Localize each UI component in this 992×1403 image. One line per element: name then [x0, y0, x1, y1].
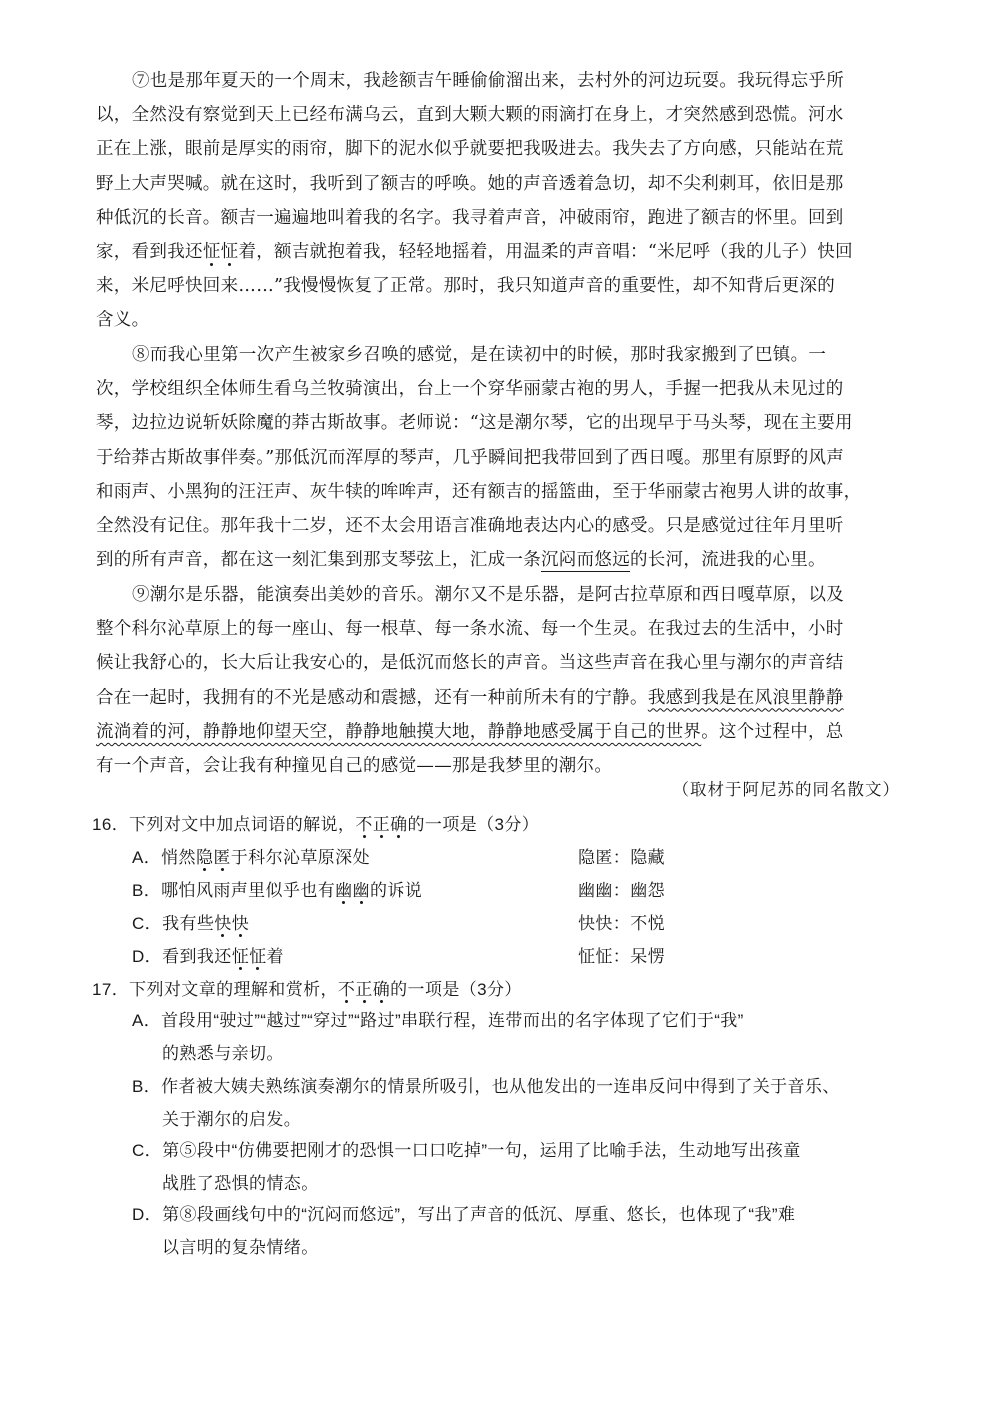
underlined-phrase: 沉闷而悠远 — [541, 550, 630, 571]
option-text: 于科尔沁草原深处 — [230, 848, 370, 867]
p9-line-1: ⑨潮尔是乐器，能演奏出美妙的音乐。潮尔又不是乐器，是阿古拉草原和西日嘎草原，以及 — [132, 585, 844, 605]
p8-line-7a: 到的所有声音，都在这一刻汇集到那支琴弦上，汇成一条 — [96, 550, 541, 571]
p7-line-4: 野上大声哭喊。就在这时，我听到了额吉的呼唤。她的声音透着急切，却不尖利刺耳，依旧是那 — [96, 173, 844, 194]
dotted-word — [335, 881, 370, 900]
q17-option-a[interactable] — [132, 1004, 900, 1070]
p8-line-1: ⑧而我心里第一次产生被家乡召唤的感觉，是在读初中的时候，那时我家搬到了巴镇。一 — [132, 345, 827, 365]
dotted-word-zhengzheng — [203, 242, 239, 262]
q17-c-line-2: 战胜了恐惧的情态。 — [162, 1174, 319, 1193]
p7-line-5: 种低沉的长音。额吉一遍遍地叫着我的名字。我寻着声音，冲破雨帘，跑进了额吉的怀里。回到 — [96, 207, 844, 228]
p7-line-3: 正在上涨，眼前是厚实的雨帘，脚下的泥水似乎就要把我吸进去。我失去了方向感，只能站在荒 — [96, 139, 844, 160]
q16-option-d[interactable] — [132, 942, 284, 967]
wavy-underlined-sentence: 我感到我是在风浪里静静 — [647, 687, 844, 708]
p9-line-5b: 。这个过程中，总 — [701, 721, 844, 742]
dotted-char: 怔 — [220, 242, 239, 263]
dotted-word — [232, 947, 267, 966]
q17-stem-b: 的一项是（3分） — [390, 980, 522, 999]
option-text: 着 — [266, 947, 284, 966]
paragraph-7 — [96, 64, 900, 338]
q17-option-b[interactable] — [132, 1070, 900, 1136]
q17-a-line-1: A．首段用“驶过”“越过”“穿过”“路过”串联行程，连带而出的名字体现了它们于“我” — [132, 1011, 744, 1030]
dotted-char: 匿 — [213, 848, 231, 867]
dotted-word — [214, 914, 249, 933]
p8-line-2: 次，学校组织全体师生看乌兰牧骑演出，台上一个穿华丽蒙古袍的男人，手握一把我从未见过的 — [96, 379, 844, 400]
dotted-char: 确 — [372, 980, 391, 999]
dotted-char: 幽 — [335, 881, 353, 900]
q16-gloss-b: 幽幽：幽怨 — [578, 881, 665, 900]
q16-option-c[interactable] — [132, 909, 249, 934]
p8-line-7b: 的长河，流进我的心里。 — [630, 550, 826, 571]
q17-stem-a: 17．下列对文章的理解和赏析， — [92, 980, 338, 999]
p7-line-6 — [96, 235, 900, 269]
p9-line-4a: 合在一起时，我拥有的不光是感动和震撼，还有一种前所未有的宁静。 — [96, 687, 648, 708]
dotted-char: 快 — [214, 914, 232, 933]
p7-line-7: 来，米尼呼快回来……”我慢慢恢复了正常。那时，我只知道声音的重要性，却不知背后更深的 — [96, 276, 836, 297]
p7-line-2: 以，全然没有察觉到天上已经布满乌云，直到大颗大颗的雨滴打在身上，才突然感到恐慌。河水 — [96, 105, 844, 126]
p7-line-6b: 着，额吉就抱着我，轻轻地摇着，用温柔的声音唱：“米尼呼（我的儿子）快回 — [238, 242, 853, 263]
p9-line-2: 整个科尔沁草原上的每一座山、每一根草、每一条水流、每一个生灵。在我过去的生活中，小时 — [96, 619, 844, 640]
dotted-char: 怔 — [202, 242, 221, 263]
option-text: B．哪怕风雨声里似乎也有 — [132, 881, 336, 900]
option-text: A．悄然 — [132, 848, 196, 867]
p8-line-3: 琴，边拉边说斩妖除魔的莽古斯故事。老师说：“这是潮尔琴，它的出现早于马头琴，现在主要用 — [96, 413, 853, 434]
q17-option-c[interactable] — [132, 1134, 900, 1200]
q17-b-line-1: B．作者被大姨夫熟练演奏潮尔的情景所吸引，也从他发出的一连串反问中得到了关于音乐、 — [132, 1077, 840, 1096]
q16-gloss-a: 隐匿：隐藏 — [578, 848, 665, 867]
p7-line-8: 含义。 — [96, 310, 150, 331]
dotted-char: 隐 — [195, 848, 214, 867]
q16-stem-b: 的一项是（3分） — [407, 815, 540, 834]
q16-gloss-d: 怔怔：呆愣 — [578, 947, 665, 966]
q16-emphasis — [355, 815, 407, 834]
paragraph-8 — [96, 338, 900, 577]
q16-gloss-c: 快快：不悦 — [578, 914, 665, 933]
q17-c-line-1: C．第⑤段中“仿佛要把刚才的恐惧一口口吃掉”一句，运用了比喻手法，生动地写出孩童 — [132, 1141, 801, 1160]
option-text: D．看到我还 — [132, 947, 232, 966]
q17-a-line-2: 的熟悉与亲切。 — [162, 1044, 284, 1063]
p9-line-3: 候让我舒心的，长大后让我安心的，是低沉而悠长的声音。当这些声音在我心里与潮尔的声音结 — [96, 653, 844, 674]
p8-line-5: 和雨声、小黑狗的汪汪声、灰牛犊的哞哞声，还有额吉的摇篮曲，至于华丽蒙古袍男人讲的故事， — [96, 481, 862, 502]
q17-b-line-2: 关于潮尔的启发。 — [162, 1110, 302, 1129]
option-text: 的诉说 — [369, 881, 423, 900]
p8-line-7 — [96, 543, 900, 577]
question-17-stem — [92, 975, 522, 1000]
dotted-char: 正 — [372, 815, 391, 834]
p7-line-1: ⑦也是那年夏天的一个周末，我趁额吉午睡偷偷溜出来，去村外的河边玩耍。我玩得忘乎所 — [132, 71, 844, 91]
q16-option-a[interactable] — [132, 843, 370, 868]
q17-emphasis — [338, 980, 390, 999]
dotted-char: 确 — [390, 815, 408, 834]
dotted-char: 幽 — [352, 881, 370, 900]
p8-line-4: 于给莽古斯故事伴奏。”那低沉而浑厚的琴声，几乎瞬间把我带回到了西日嘎。那里有原野的风声 — [96, 447, 845, 468]
paragraph-9 — [96, 578, 900, 783]
q17-option-d[interactable] — [132, 1198, 900, 1264]
wavy-underlined-sentence-cont: 流淌着的河，静静地仰望天空，静静地触摸大地，静静地感受属于自己的世界 — [96, 721, 702, 742]
p7-line-6a: 家，看到我还 — [96, 242, 203, 263]
option-text: C．我有些 — [132, 914, 215, 933]
p9-line-4 — [96, 681, 900, 715]
p9-line-6: 有一个声音，会让我有种撞见自己的感觉——那是我梦里的潮尔。 — [96, 756, 613, 777]
q16-option-b[interactable] — [132, 876, 422, 901]
q17-d-line-1: D．第⑧段画线句中的“沉闷而悠远”，写出了声音的低沉、厚重、悠长，也体现了“我”难 — [132, 1205, 796, 1224]
q17-d-line-2: 以言明的复杂情绪。 — [162, 1238, 319, 1257]
dotted-char: 怔 — [249, 947, 267, 966]
dotted-char: 怔 — [231, 947, 250, 966]
p9-line-5 — [96, 715, 900, 749]
dotted-word — [196, 848, 231, 867]
dotted-char: 不 — [355, 815, 373, 834]
dotted-char: 正 — [355, 980, 373, 999]
q16-stem-a: 16．下列对文中加点词语的解说， — [92, 815, 356, 834]
question-16-stem — [92, 810, 539, 835]
dotted-char: 快 — [231, 914, 250, 933]
dotted-char: 不 — [337, 980, 356, 999]
source-attribution: （取材于阿尼苏的同名散文） — [672, 780, 900, 799]
p8-line-6: 全然没有记住。那年我十二岁，还不太会用语言准确地表达内心的感受。只是感觉过往年月里听 — [96, 516, 844, 537]
